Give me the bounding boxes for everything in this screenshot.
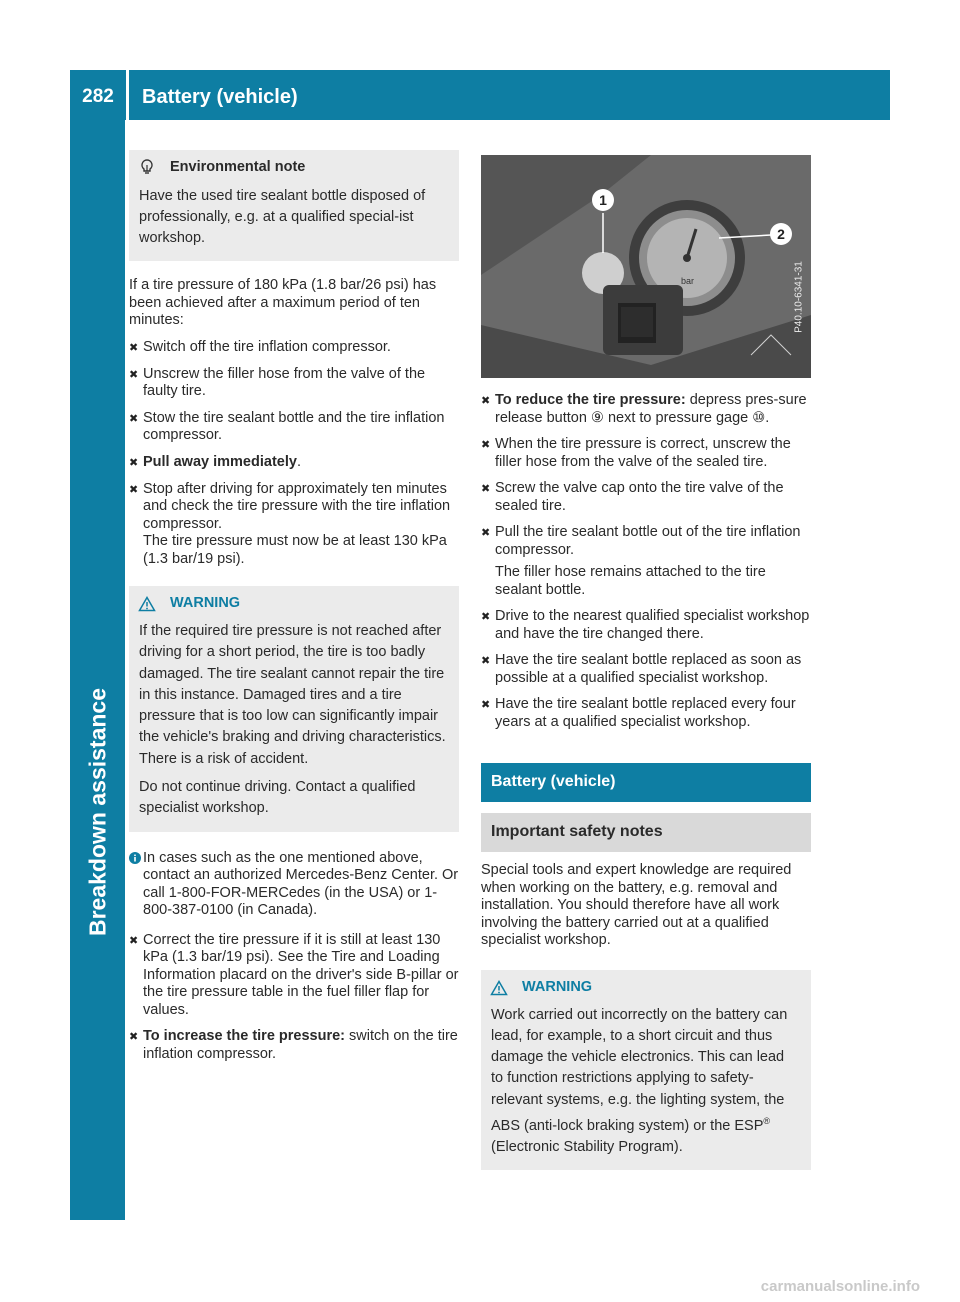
right-column xyxy=(481,150,811,1170)
list-item: ✖ Drive to the nearest qualified specialist workshop and have the tire changed there. xyxy=(481,608,810,642)
warning-text: Work carried out incorrectly on the battery can lead, for example, to a short circuit and thus damage the vehicle electronics. This can lead to function restrictions applying to safety-relevant systems, e.g. the lighting system, the ABS (anti-lock braking system) or the ESP® (Electronic Stability Program). xyxy=(491,1006,788,1156)
safety-intro: Special tools and expert knowledge are required when working on the battery, e.g. removal and installation. You should therefore have all work involving the battery carried out at a qualified specialist workshop. xyxy=(481,862,792,948)
intro-paragraph: If a tire pressure of 180 kPa (1.8 bar/26 psi) has been achieved after a maximum period of ten minutes: xyxy=(129,277,437,328)
warning-triangle-icon xyxy=(486,978,512,998)
arrow-icon: ✖ xyxy=(129,341,139,354)
list-item: ✖ Stop after driving for approximately ten minutes and check the tire pressure with the tire inflation compressor. The tire pressure must now be at least 130 kPa (1.3 bar/19 psi). xyxy=(129,480,451,567)
arrow-icon: ✖ xyxy=(129,483,139,496)
page-header xyxy=(70,70,890,120)
pull-away-bold: Pull away immediately xyxy=(143,453,297,470)
arrow-icon: ✖ xyxy=(481,439,491,451)
callout-1: 1 xyxy=(592,189,614,211)
list-item: ✖ Pull the tire sealant bottle out of the tire inflation compressor. The filler hose remains attached to the tire sealant bottle. xyxy=(481,524,801,598)
warning-box xyxy=(129,586,459,832)
arrow-icon: ✖ xyxy=(481,395,491,407)
arrow-icon: ✖ xyxy=(481,655,491,667)
arrow-icon: ✖ xyxy=(129,934,139,947)
arrow-icon: ✖ xyxy=(481,483,491,495)
list-item: ✖ To increase the tire pressure: switch on the tire inflation compressor. xyxy=(129,1028,458,1062)
arrow-icon: ✖ xyxy=(129,368,139,381)
list-item: ✖ Unscrew the filler hose from the valve of the faulty tire. xyxy=(129,365,426,399)
subsection-heading: Important safety notes xyxy=(481,813,811,852)
arrow-icon: ✖ xyxy=(481,699,491,711)
lightbulb-icon xyxy=(134,158,160,178)
list-item: ✖ To reduce the tire pressure: depress pres-sure release button ⑨ next to pressure gage ⑩. xyxy=(481,392,807,426)
list-item: ✖ Screw the valve cap onto the tire valve of the sealed tire. xyxy=(481,480,784,514)
section-heading: Battery (vehicle) xyxy=(481,763,811,802)
callout-2: 2 xyxy=(770,223,792,245)
warning-title: WARNING xyxy=(170,595,241,612)
environmental-note-text: Have the used tire sealant bottle disposed of professionally, e.g. at a qualified special-ist workshop. xyxy=(139,188,426,246)
list-item: ✖ When the tire pressure is correct, unscrew the filler hose from the valve of the sealed tire. xyxy=(481,436,791,470)
arrow-icon: ✖ xyxy=(481,611,491,623)
compressor-figure xyxy=(481,155,811,378)
list-item: ✖ Switch off the tire inflation compressor. xyxy=(129,338,391,355)
side-tab-label: Breakdown assistance xyxy=(84,687,111,937)
figure-code: P40.10-6341-31 xyxy=(793,261,805,333)
header-divider xyxy=(126,70,129,120)
environmental-note xyxy=(129,150,459,261)
left-column xyxy=(129,150,459,1063)
warning-title: WARNING xyxy=(522,978,593,995)
side-tab xyxy=(70,120,125,1220)
warning-text: If the required tire pressure is not reached after driving for a short period, the tire is too badly damaged. The tire sealant cannot repair the tire in this instance. Damaged tires and a tire pressure that is too low can significantly impair the vehicle's braking and driving characteristics. There is a risk of accident. xyxy=(139,623,446,767)
list-item: ✖ Pull away immediately. xyxy=(129,453,301,470)
gauge-unit: bar xyxy=(681,276,695,286)
warning-triangle-icon xyxy=(134,594,160,614)
info-icon xyxy=(129,852,143,920)
footer-watermark: carmanualsonline.info xyxy=(760,1278,920,1295)
arrow-icon: ✖ xyxy=(129,412,139,425)
warning-text: Do not continue driving. Contact a qualified specialist workshop. xyxy=(139,779,416,817)
list-item: ✖ Stow the tire sealant bottle and the tire inflation compressor. xyxy=(129,409,445,443)
arrow-icon: ✖ xyxy=(129,1031,139,1044)
list-item: ✖ Correct the tire pressure if it is still at least 130 kPa (1.3 bar/19 psi). See the Tire and Loading Information placard on the driver's side B-pillar or the tire pressure table in the fuel filler flap for values. xyxy=(129,931,459,1018)
page-title: Battery (vehicle) xyxy=(142,86,298,108)
warning-box xyxy=(481,970,811,1171)
list-item: ✖ Have the tire sealant bottle replaced every four years at a qualified specialist workshop. xyxy=(481,696,796,730)
arrow-icon: ✖ xyxy=(481,527,491,539)
page-number: 282 xyxy=(82,86,114,107)
info-note: In cases such as the one mentioned above, contact an authorized Mercedes-Benz Center. Or call 1-800-FOR-MERCedes (in the USA) or 1-800-387-0100 (in Canada). xyxy=(129,850,459,920)
environmental-note-title: Environmental note xyxy=(170,159,306,176)
arrow-icon: ✖ xyxy=(129,456,139,469)
list-item: ✖ Have the tire sealant bottle replaced as soon as possible at a qualified specialist workshop. xyxy=(481,652,802,686)
